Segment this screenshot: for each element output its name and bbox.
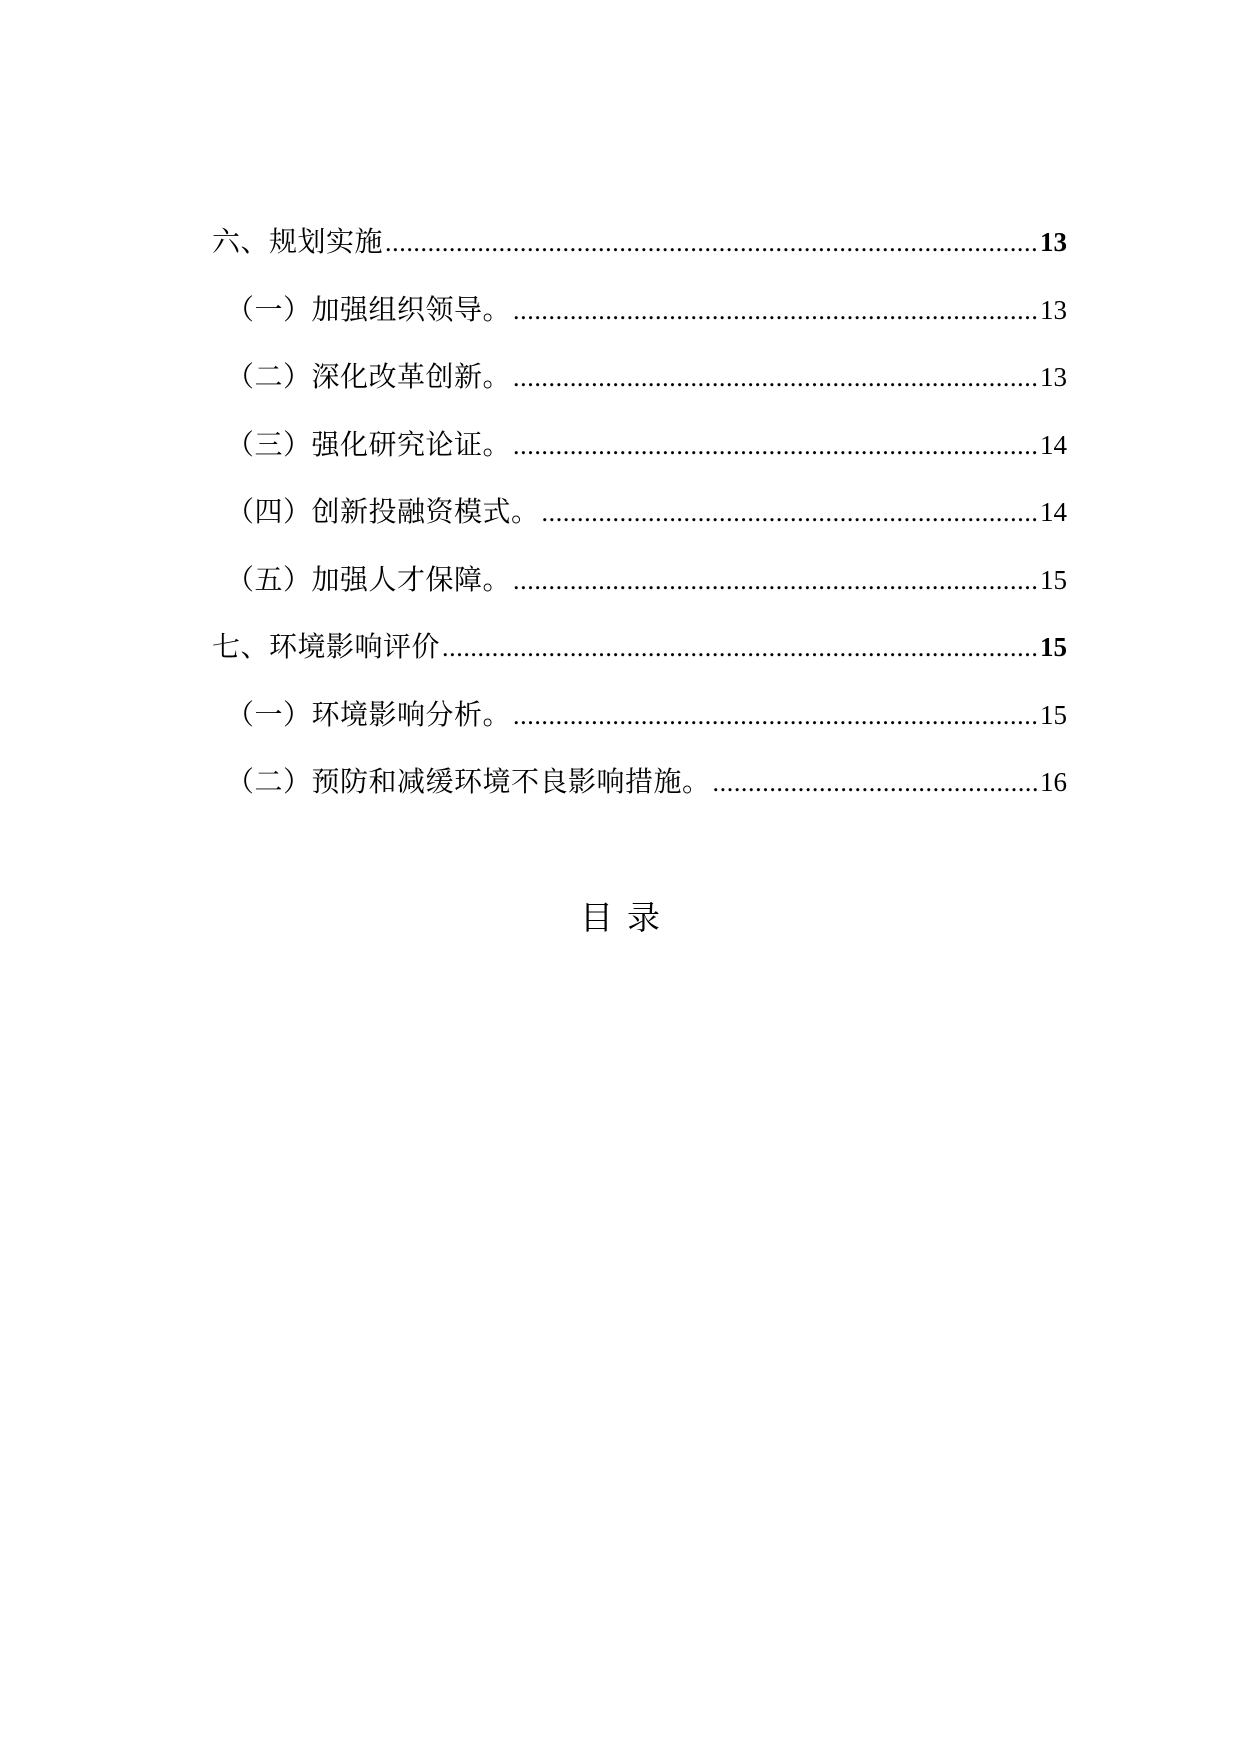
toc-leader-dots: [513, 426, 1037, 466]
toc-entry[interactable]: [212, 222, 1067, 290]
toc-entry-text: （二）预防和减缓环境不良影响措施。: [226, 765, 711, 798]
toc-entry[interactable]: [212, 492, 1067, 560]
toc-entry-page: 15: [1040, 699, 1067, 730]
toc-entry-page: 13: [1040, 227, 1067, 257]
toc-entry-page: 13: [1040, 362, 1067, 392]
toc-entry-text: （五）加强人才保障。: [226, 562, 512, 596]
toc-entry[interactable]: [212, 560, 1067, 628]
toc-entry[interactable]: [212, 425, 1067, 493]
toc-entry[interactable]: [212, 627, 1067, 695]
toc-entry-page: 16: [1040, 767, 1067, 797]
toc-entry-page: 15: [1040, 632, 1067, 662]
toc-entry-text: （一）加强组织领导。: [226, 292, 512, 326]
toc-leader-dots: [542, 493, 1037, 533]
toc-entry-page: 14: [1040, 429, 1067, 460]
toc-entry-page: 15: [1040, 564, 1067, 595]
table-of-contents: [212, 222, 1067, 830]
toc-entry[interactable]: [212, 695, 1067, 763]
toc-entry-page: 14: [1040, 497, 1067, 527]
toc-entry-text: 六、规划实施: [212, 225, 384, 258]
toc-entry-text: 七、环境影响评价: [212, 630, 441, 663]
toc-entry-text: （四）创新投融资模式。: [226, 495, 540, 528]
toc-entry-text: （二）深化改革创新。: [226, 360, 512, 393]
toc-entry[interactable]: [212, 290, 1067, 358]
toc-leader-dots: [513, 696, 1037, 736]
toc-leader-dots: [442, 628, 1037, 668]
toc-leader-dots: [385, 223, 1037, 263]
toc-leader-dots: [513, 561, 1037, 601]
toc-leader-dots: [713, 763, 1037, 803]
toc-entry[interactable]: [212, 357, 1067, 425]
toc-entry-text: （一）环境影响分析。: [226, 697, 512, 731]
toc-entry[interactable]: [212, 762, 1067, 830]
toc-leader-dots: [513, 358, 1037, 398]
toc-entry-page: 13: [1040, 294, 1067, 325]
toc-heading: 目录: [580, 898, 674, 937]
toc-entry-text: （三）强化研究论证。: [226, 427, 512, 461]
toc-leader-dots: [513, 291, 1037, 331]
